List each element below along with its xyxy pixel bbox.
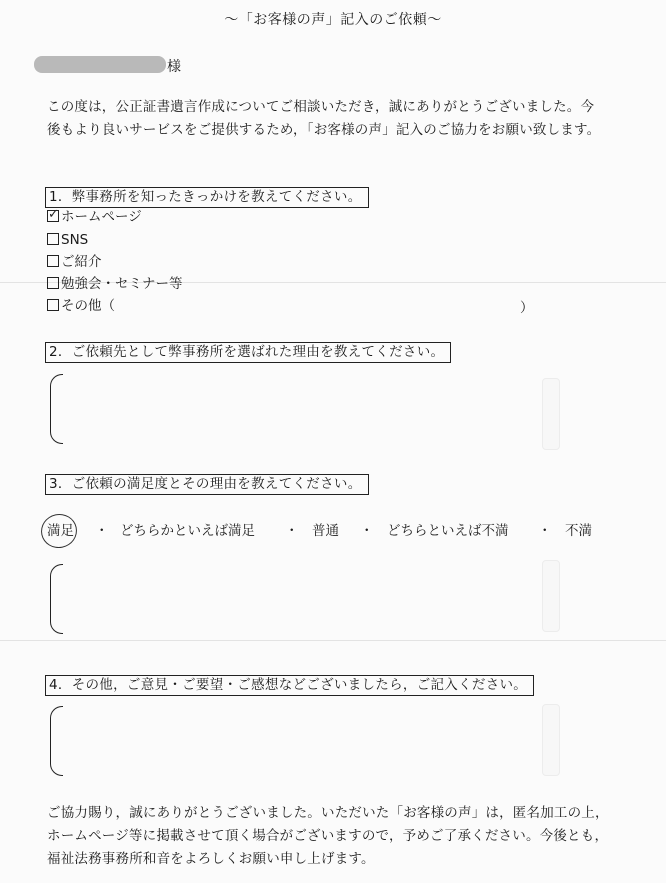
paper-smudge — [542, 378, 560, 450]
checkbox-seminar[interactable] — [47, 277, 59, 289]
satisfaction-somewhat-satisfied[interactable]: どちらかといえば満足 — [120, 523, 255, 539]
question-4-heading: 4．その他，ご意見・ご要望・ご感想などございましたら，ご記入ください。 — [45, 675, 534, 696]
option-referral[interactable] — [47, 253, 102, 272]
scale-separator: ・ — [285, 523, 299, 539]
scale-separator: ・ — [95, 523, 109, 539]
closing-paragraph — [47, 802, 609, 871]
option-sns[interactable] — [47, 231, 88, 250]
option-label: その他（ — [61, 298, 115, 314]
checkbox-other[interactable] — [47, 299, 59, 311]
satisfaction-neutral[interactable]: 普通 — [312, 523, 339, 539]
question-1-heading: 1．弊事務所を知ったきっかけを教えてください。 — [45, 187, 369, 208]
checkbox-sns[interactable] — [47, 233, 59, 245]
document-title: 〜「お客様の声」記入のご依頼〜 — [224, 12, 442, 28]
satisfaction-dissatisfied[interactable]: 不満 — [565, 523, 592, 539]
option-other[interactable] — [47, 297, 115, 316]
intro-line: この度は，公正証書遺言作成についてご相談いただき，誠にありがとうございました。今 — [47, 99, 595, 115]
checkbox-referral[interactable] — [47, 255, 59, 267]
redacted-recipient-name — [34, 56, 166, 73]
intro-paragraph — [47, 96, 600, 142]
closing-line: 福祉法務事務所和音をよろしくお願い申し上げます。 — [47, 851, 375, 867]
option-homepage[interactable] — [47, 208, 142, 227]
checkbox-homepage[interactable] — [47, 207, 59, 222]
checkmark-icon: ✓ — [48, 207, 59, 222]
answer-2-bracket[interactable] — [50, 374, 63, 444]
question-2-heading: 2．ご依頼先として弊事務所を選ばれた理由を教えてください。 — [45, 342, 451, 363]
scale-separator: ・ — [360, 523, 374, 539]
scale-separator: ・ — [538, 523, 552, 539]
answer-3-bracket[interactable] — [50, 564, 63, 634]
satisfaction-somewhat-dissatisfied[interactable]: どちらといえば不満 — [387, 523, 509, 539]
question-3-heading: 3．ご依頼の満足度とその理由を教えてください。 — [45, 474, 369, 495]
option-seminar[interactable] — [47, 275, 183, 294]
closing-line: ご協力賜り，誠にありがとうございました。いただいた「お客様の声」は，匿名加工の上， — [47, 805, 609, 821]
answer-4-bracket[interactable] — [50, 706, 63, 776]
paper-smudge — [542, 560, 560, 632]
paper-smudge — [542, 704, 560, 776]
option-label: SNS — [61, 232, 89, 248]
option-label: ご紹介 — [61, 254, 102, 270]
satisfaction-very-satisfied[interactable]: 満足 — [47, 523, 74, 539]
option-label: ホームページ — [61, 209, 142, 225]
closing-line: ホームページ等に掲載させて頂く場合がございますので，予めご了承ください。今後とも， — [47, 828, 609, 844]
paper-fold-line — [0, 640, 666, 641]
option-label: 勉強会・セミナー等 — [61, 276, 183, 292]
recipient-honorific: 様 — [167, 59, 181, 75]
other-close-paren: ） — [520, 300, 534, 316]
intro-line: 後もより良いサービスをご提供するため，「お客様の声」記入のご協力をお願い致します。 — [47, 122, 601, 138]
